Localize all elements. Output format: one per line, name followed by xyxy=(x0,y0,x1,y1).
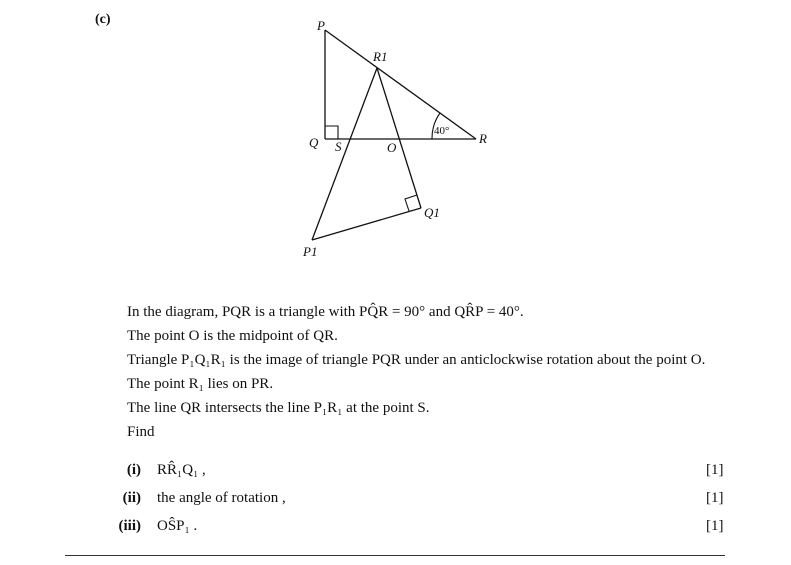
point-label-S: S xyxy=(335,139,342,154)
task-number: (iii) xyxy=(118,518,141,534)
task-number: (ii) xyxy=(122,490,141,506)
segment-R1Q1 xyxy=(377,68,421,208)
problem-line: The line QR intersects the line P₁R₁ at the point S. xyxy=(127,400,430,416)
task-text: OŜP₁ . xyxy=(157,518,198,534)
segment-P1Q1 xyxy=(312,208,421,240)
problem-statement xyxy=(127,300,767,444)
problem-line: In the diagram, PQR is a triangle with PQ̂R = 90° and QR̂P = 40°. xyxy=(127,304,524,320)
point-label-Q1: Q1 xyxy=(424,205,440,220)
task-text: the angle of rotation , xyxy=(157,490,286,506)
problem-line: The point R₁ lies on PR. xyxy=(127,376,274,392)
bottom-divider xyxy=(65,555,725,556)
problem-line: Find xyxy=(127,424,155,440)
right-angle-marker-Q1 xyxy=(405,195,417,211)
point-label-R1: R1 xyxy=(373,49,388,64)
task-marks: [1] xyxy=(706,490,724,506)
point-label-Q: Q xyxy=(309,135,319,150)
task-number: (i) xyxy=(126,462,141,478)
point-label-P: P xyxy=(317,18,325,33)
question-part-label: (c) xyxy=(95,12,111,27)
task-item xyxy=(0,514,791,538)
task-marks: [1] xyxy=(706,462,724,478)
right-angle-marker-Q xyxy=(325,126,338,139)
task-marks: [1] xyxy=(706,518,724,534)
point-label-R: R xyxy=(479,131,487,146)
task-text: RR̂₁Q₁ , xyxy=(157,462,206,478)
segment-R1P1 xyxy=(312,68,377,240)
segment-PR xyxy=(325,30,476,139)
task-item xyxy=(0,486,791,510)
point-label-P1: P1 xyxy=(303,244,318,259)
problem-line: The point O is the midpoint of QR. xyxy=(127,328,338,344)
angle-R-label: 40° xyxy=(434,125,450,137)
point-label-O: O xyxy=(387,140,397,155)
task-item xyxy=(0,458,791,482)
problem-line: Triangle P₁Q₁R₁ is the image of triangle PQR under an anticlockwise rotation about the point O. xyxy=(127,352,706,368)
